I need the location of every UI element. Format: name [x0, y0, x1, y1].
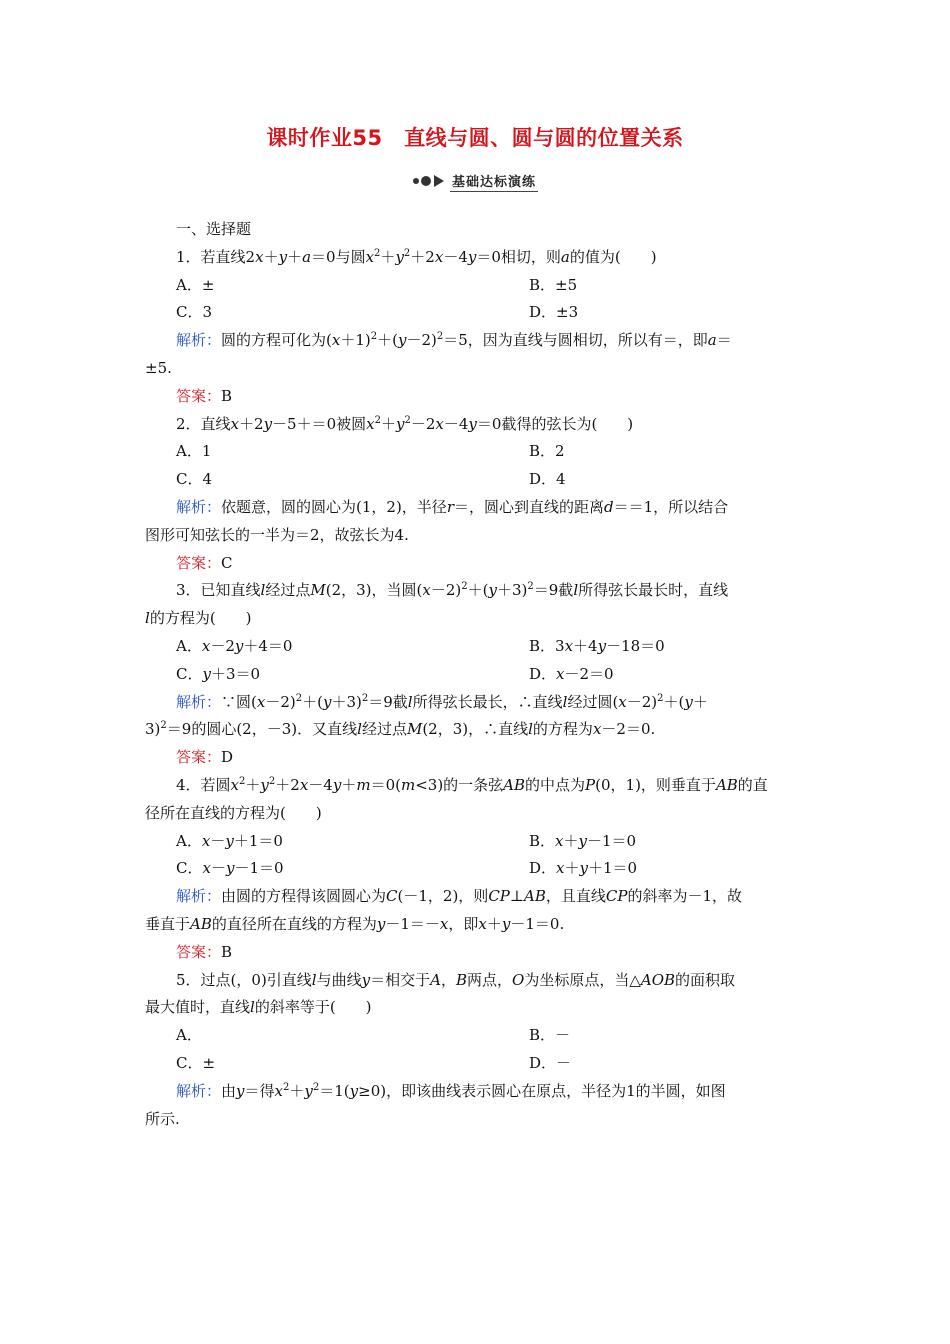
question-3-solution: 解析：∵圆$(x-2)^2+(y+3)^2=9$截l所得弦长最长，∴直线l经过圆$(x-2)^2+(y+$ — [176, 692, 708, 711]
question-4-options-cd: C．x－y－1＝0 D．x＋y＋1＝0 — [176, 859, 638, 878]
section-banner — [0, 170, 950, 192]
question-5-cont: 最大值时，直线l的斜率等于( ) — [145, 998, 372, 1017]
question-3-cont: l的方程为( ) — [145, 609, 252, 628]
banner-label: 基础达标演练 — [450, 171, 538, 192]
question-1-options-ab: A．± B．±5 — [176, 275, 578, 294]
question-1-answer: 答案：B — [176, 386, 233, 405]
question-5-solution-cont: 所示. — [145, 1109, 180, 1128]
question-4-answer: 答案：B — [176, 942, 233, 961]
question-1-solution: 解析：圆的方程可化为$(x+1)^2+(y-2)^2=5$，因为直线与圆相切，所以有＝，即a＝ — [176, 331, 732, 350]
question-1-options-cd: C．3 D．±3 — [176, 303, 579, 322]
question-4-solution: 解析：由圆的方程得该圆圆心为C(－1，2)，则CP⊥AB，且直线CP的斜率为－1，故 — [176, 887, 742, 906]
question-3-options-cd: C．y＋3＝0 D．x－2＝0 — [176, 664, 614, 683]
section-heading: 一、选择题 — [176, 220, 252, 238]
question-3-options-ab: A．x－2y＋4＝0 B．3x＋4y－18＝0 — [176, 636, 665, 655]
question-2-answer: 答案：C — [176, 553, 233, 572]
question-2-options-ab: A．1 B．2 — [176, 442, 565, 461]
question-2: 2．直线x＋2y－5＋＝0被圆$x^2+y^2-2x-4y=0$截得的弦长为( ) — [176, 414, 634, 433]
question-5: 5．过点(，0)引直线l与曲线y＝相交于A，B两点，O为坐标原点，当△AOB的面积取 — [176, 970, 736, 989]
question-2-options-cd: C．4 D．4 — [176, 470, 566, 489]
exercise-content — [145, 216, 805, 1133]
page-title: 课时作业55 直线与圆、圆与圆的位置关系 — [266, 126, 684, 150]
question-1: 1．若直线2x＋y＋a＝0与圆$x^2+y^2+2x-4y=0$相切，则a的值为( ) — [176, 247, 657, 266]
banner-arrow-icon — [412, 173, 448, 189]
question-4-options-ab: A．x－y＋1＝0 B．x＋y－1＝0 — [176, 831, 637, 850]
question-2-solution: 解析：依题意，圆的圆心为(1，2)，半径r＝，圆心到直线的距离d＝＝1，所以结合 — [176, 497, 729, 516]
question-5-options-cd: C．± D．－ — [176, 1053, 572, 1072]
question-4-cont: 径所在直线的方程为( ) — [145, 803, 322, 822]
question-3: 3．已知直线l经过点M(2，3)，当圆$(x-2)^2+(y+3)^2=9$截l所得弦长最长时，直线 — [176, 581, 729, 600]
question-2-solution-cont: 图形可知弦长的一半为＝2，故弦长为4. — [145, 525, 409, 544]
question-1-solution-cont: ±5. — [145, 358, 172, 377]
question-3-answer: 答案：D — [176, 748, 234, 767]
question-5-options-ab: A． B．－ — [176, 1026, 571, 1045]
question-4: 4．若圆$x^2+y^2+2x-4y+m=0(m<3)$的一条弦AB的中点为P(0，1)，则垂直于AB的直 — [176, 775, 768, 794]
question-3-solution-cont: 3)$^2$＝9的圆心(2，－3)．又直线l经过点M(2，3)，∴直线l的方程为x－2＝0. — [145, 720, 656, 739]
question-5-solution: 解析：由y＝得$x^2+y^2=1(y\ge 0)$，即该曲线表示圆心在原点，半径为1的半圆，如图 — [176, 1081, 726, 1100]
question-4-solution-cont: 垂直于AB的直径所在直线的方程为y－1＝－x，即x＋y－1＝0. — [145, 914, 565, 933]
